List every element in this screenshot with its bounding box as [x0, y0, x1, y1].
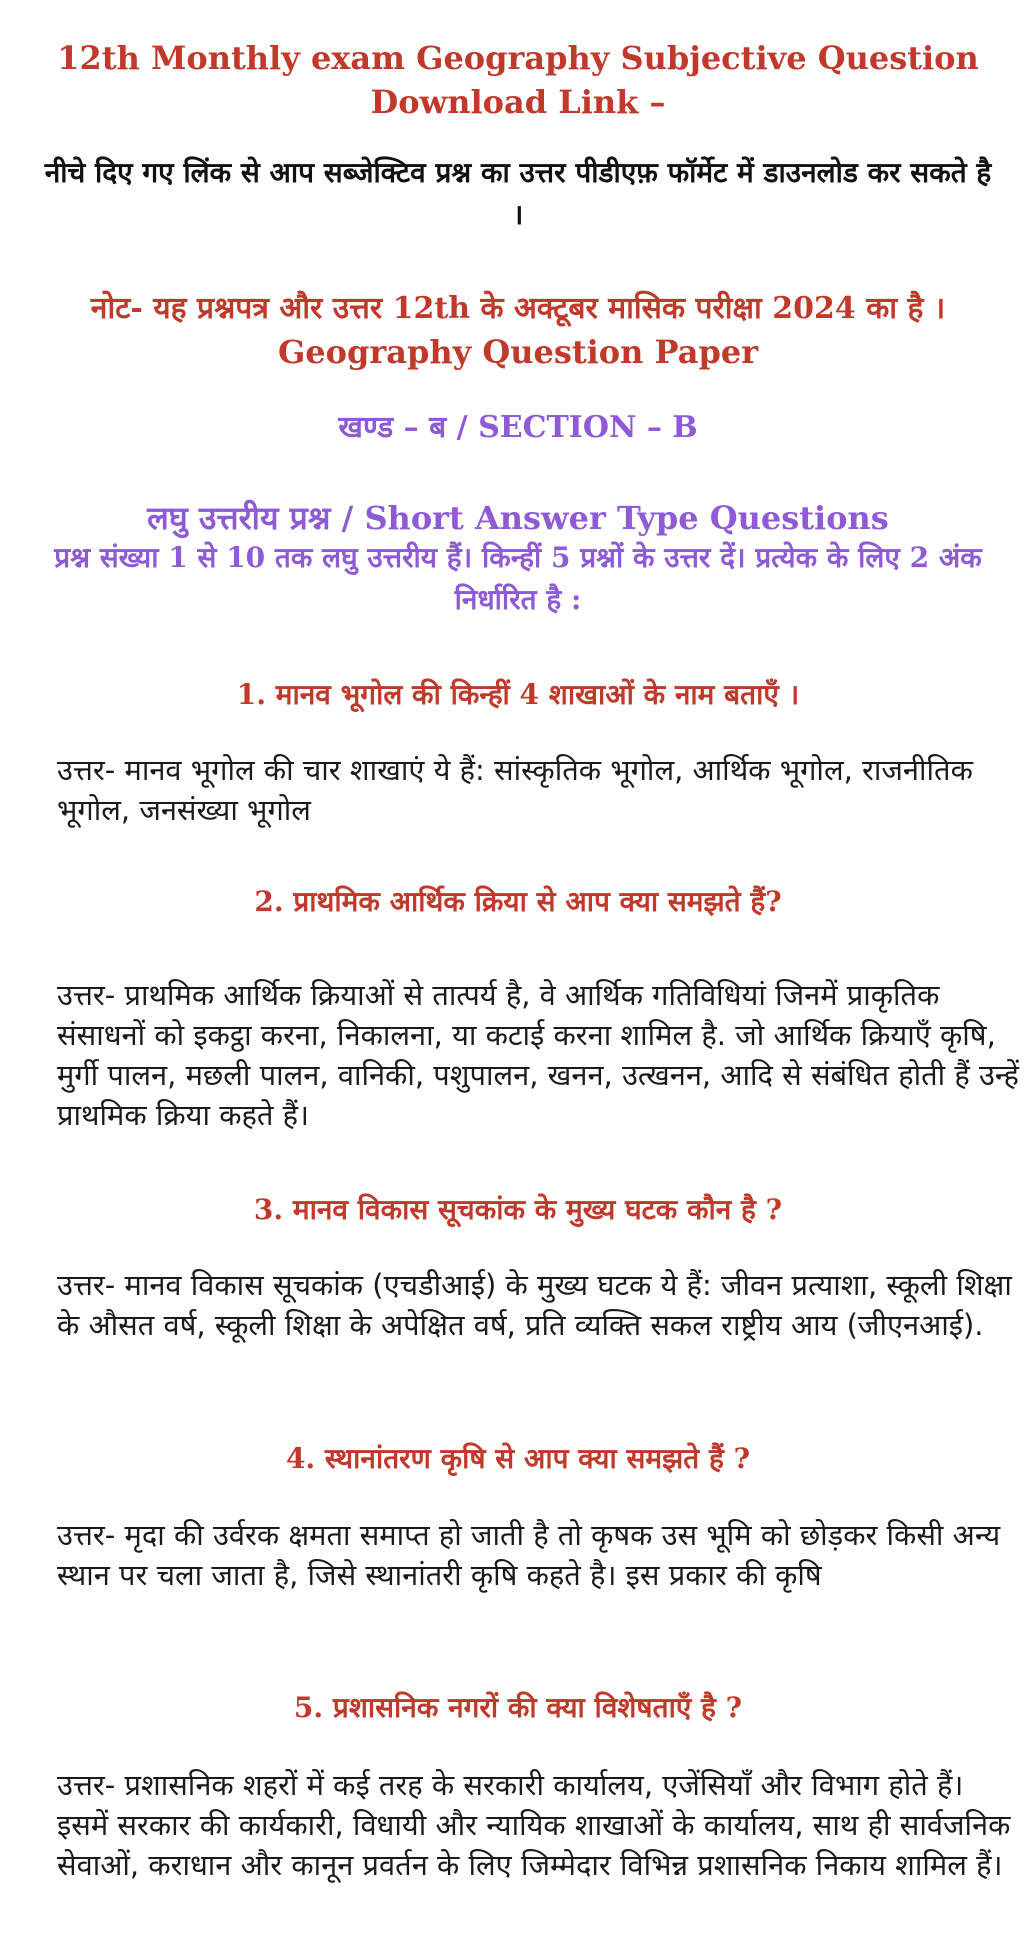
question-4: 4. स्थानांतरण कृषि से आप क्या समझते हैं ?: [285, 1442, 751, 1475]
answer-5: उत्तर- प्रशासनिक शहरों में कई तरह के सरकारी कार्यालय, एजेंसियाँ और विभाग होते हैं। इसमें सरकार की कार्यकारी, विधायी और न्यायिक शाखाओं के कार्यालय, साथ ही सार्वजनिक सेवाओं, कराधान और कानून प्रवर्तन के लिए जिम्मेदार विभिन्न प्रशासनिक निकाय शामिल हैं।: [57, 1768, 1011, 1882]
paper-title: Geography Question Paper: [277, 333, 759, 371]
answer-1: उत्तर- मानव भूगोल की चार शाखाएं ये हैं: सांस्कृतिक भूगोल, आर्थिक भूगोल, राजनीतिक भूगोल, जनसंख्या भूगोल: [57, 753, 973, 827]
answer-2: उत्तर- प्राथमिक आर्थिक क्रियाओं से तात्पर्य है, वे आर्थिक गतिविधियां जिनमें प्राकृतिक संसाधनों को इकट्ठा करना, निकालना, या कटाई करना शामिल है. जो आर्थिक क्रियाएँ कृषि, मुर्गी पालन, मछली पालन, वानिकी, पशुपालन, खनन, उत्खनन, आदि से संबंधित होती हैं उन्हें प्राथमिक क्रिया कहते हैं।: [57, 978, 1019, 1132]
question-type-heading: लघु उत्तरीय प्रश्न / Short Answer Type Questions: [147, 499, 889, 537]
page-title: 12th Monthly exam Geography Subjective Question Download Link –: [57, 39, 979, 121]
section-instructions: प्रश्न संख्या 1 से 10 तक लघु उत्तरीय हैं। किन्हीं 5 प्रश्नों के उत्तर दें। प्रत्येक के लिए 2 अंक निर्धारित है :: [54, 541, 982, 616]
exam-note: नोट- यह प्रश्नपत्र और उत्तर 12th के अक्टूबर मासिक परीक्षा 2024 का है ।: [90, 291, 946, 326]
question-2: 2. प्राथमिक आर्थिक क्रिया से आप क्या समझते हैं?: [254, 885, 782, 918]
answer-3: उत्तर- मानव विकास सूचकांक (एचडीआई) के मुख्य घटक ये हैं: जीवन प्रत्याशा, स्कूली शिक्षा के औसत वर्ष, स्कूली शिक्षा के अपेक्षित वर्ष, प्रति व्यक्ति सकल राष्ट्रीय आय (जीएनआई).: [57, 1268, 1012, 1342]
section-label: खण्ड – ब / SECTION – B: [338, 410, 698, 445]
download-intro-text: नीचे दिए गए लिंक से आप सब्जेक्टिव प्रश्न का उत्तर पीडीएफ़ फॉर्मेट में डाउनलोड कर सकते है ।: [44, 156, 992, 231]
question-5: 5. प्रशासनिक नगरों की क्या विशेषताएँ है ?: [293, 1691, 743, 1724]
answer-4: उत्तर- मृदा की उर्वरक क्षमता समाप्त हो जाती है तो कृषक उस भूमि को छोड़कर किसी अन्य स्थान पर चला जाता है, जिसे स्थानांतरी कृषि कहते है। इस प्रकार की कृषि: [57, 1518, 1001, 1592]
question-3: 3. मानव विकास सूचकांक के मुख्य घटक कौन है ?: [253, 1193, 783, 1226]
question-1: 1. मानव भूगोल की किन्हीं 4 शाखाओं के नाम बताएँ ।: [236, 678, 800, 711]
